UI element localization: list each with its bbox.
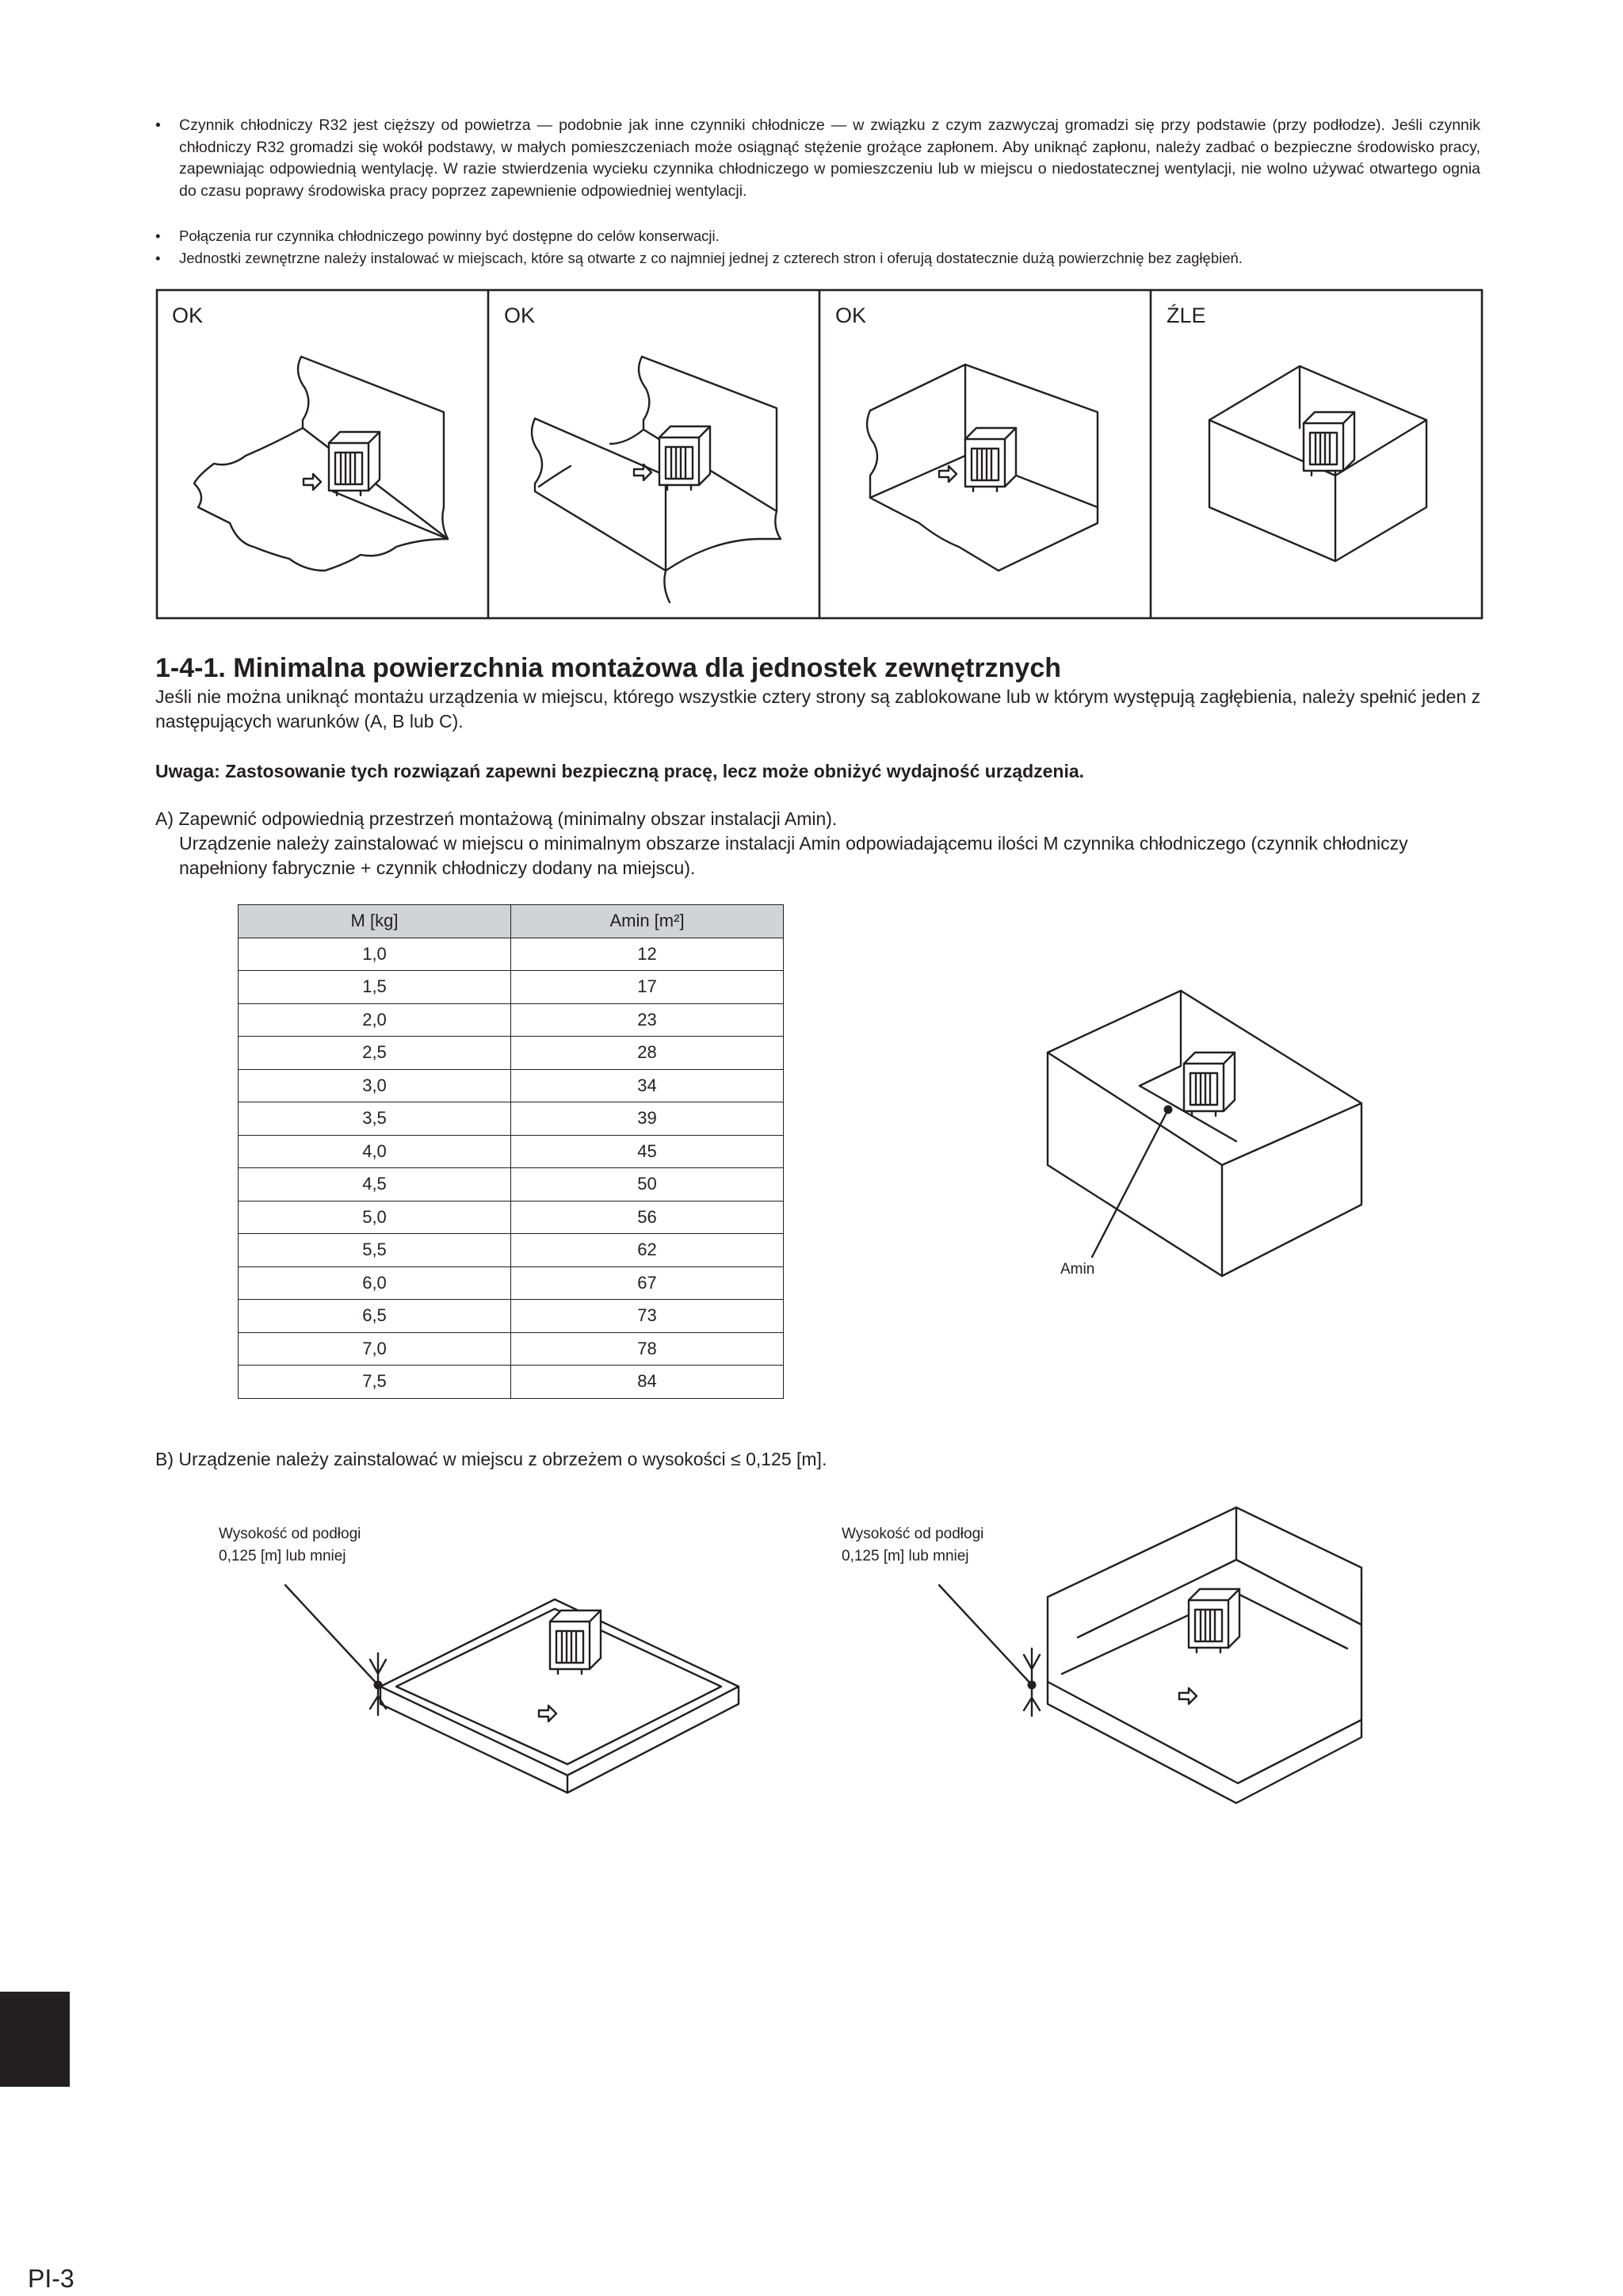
table-row: [239, 1366, 784, 1399]
table-cell-m: 3,0: [239, 1069, 511, 1102]
option-a-title: A) Zapewnić odpowiednią przestrzeń montażową (minimalny obszar instalacji Amin).: [155, 808, 838, 829]
height-label-right: [842, 1523, 983, 1568]
language-tab-marker: [0, 1992, 70, 2087]
panel-1-label: OK: [172, 304, 204, 327]
panel-2-drawing: [532, 357, 781, 602]
panel-1-drawing: [194, 357, 448, 571]
table-cell-m: 1,0: [239, 938, 511, 971]
table-row: [239, 1234, 784, 1267]
table-cell-amin: 23: [511, 1003, 784, 1037]
table-row: [239, 971, 784, 1004]
table-cell-amin: 12: [511, 938, 784, 971]
height-label-line2: 0,125 [m] lub mniej: [842, 1548, 969, 1564]
table-cell-amin: 84: [511, 1366, 784, 1399]
amin-label: Amin: [1060, 1261, 1095, 1278]
height-label-line1: Wysokość od podłogi: [842, 1526, 984, 1542]
table-row: [239, 1069, 784, 1102]
table-row: [239, 1201, 784, 1234]
table-row: [239, 1135, 784, 1168]
height-label-line1: Wysokość od podłogi: [219, 1526, 361, 1542]
table-header-row: [239, 905, 784, 938]
table-cell-m: 5,5: [239, 1234, 511, 1267]
table-cell-m: 4,5: [239, 1168, 511, 1201]
table-cell-amin: 73: [511, 1300, 784, 1333]
table-cell-m: 2,5: [239, 1037, 511, 1070]
table-cell-amin: 78: [511, 1332, 784, 1366]
panel-3-drawing: [867, 365, 1098, 571]
table-cell-m: 2,0: [239, 1003, 511, 1037]
table-cell-m: 6,5: [239, 1300, 511, 1333]
table-cell-amin: 45: [511, 1135, 784, 1168]
table-cell-amin: 62: [511, 1234, 784, 1267]
table-cell-m: 7,0: [239, 1332, 511, 1366]
page-number: PI-3: [28, 2264, 74, 2293]
table-cell-amin: 39: [511, 1102, 784, 1136]
bullet-text: Jednostki zewnętrzne należy instalować w miejscach, które są otwarte z co najmniej jednej z czterech stron i oferują dostatecznie dużą powierzchnię bez zagłębień.: [179, 250, 1243, 266]
bullet-text: Połączenia rur czynnika chłodniczego powinny być dostępne do celów konserwacji.: [179, 227, 720, 244]
table-cell-m: 3,5: [239, 1102, 511, 1136]
table-header-m: M [kg]: [239, 905, 511, 938]
section-heading: 1-4-1. Minimalna powierzchnia montażowa dla jednostek zewnętrznych: [155, 653, 1062, 683]
table-cell-amin: 34: [511, 1069, 784, 1102]
section-note: Uwaga: Zastosowanie tych rozwiązań zapewni bezpieczną pracę, lecz może obniżyć wydajność urządzenia.: [155, 761, 1085, 781]
table-row: [239, 938, 784, 971]
table-cell-amin: 67: [511, 1266, 784, 1300]
amin-drawing: [1048, 991, 1361, 1276]
bullet-text: Czynnik chłodniczy R32 jest cięższy od powietrza — podobnie jak inne czynniki chłodnicze — w związku z czym zazwyczaj gromadzi się przy podstawie (przy podłodze). Jeśli czynnik chłodniczy R32 gromadzi się wokół podstawy, w małych pomieszczeniach może osiągnąć stężenie grożące zapłonem. Aby uniknąć zapłonu, należy zadbać o bezpieczne środowisko pracy, zapewniając odpowiednią wentylację. W razie stwierdzenia wycieku czynnika chłodniczego w pomieszczeniu lub w miejscu o niedostatecznej wentylacji, nie wolno używać otwartego ognia do czasu poprawy środowiska pracy poprzez zapewnienie odpowiedniej wentylacji.: [179, 117, 1480, 200]
bullet-marker: •: [155, 117, 161, 134]
table-row: [239, 1037, 784, 1070]
table-cell-m: 1,5: [239, 971, 511, 1004]
table-cell-amin: 56: [511, 1201, 784, 1234]
amin-table: [238, 904, 784, 1399]
table-cell-amin: 50: [511, 1168, 784, 1201]
table-row: [239, 1168, 784, 1201]
table-cell-amin: 17: [511, 971, 784, 1004]
panel-4-drawing: [1209, 366, 1426, 561]
height-drawing-left: [285, 1585, 739, 1793]
table-cell-m: 6,0: [239, 1266, 511, 1300]
table-cell-m: 7,5: [239, 1366, 511, 1399]
panel-3-label: OK: [835, 304, 867, 327]
panel-4-label: ŹLE: [1167, 304, 1206, 327]
table-cell-amin: 28: [511, 1037, 784, 1070]
table-row: [239, 1332, 784, 1366]
bullet-marker: •: [155, 250, 161, 266]
table-cell-m: 4,0: [239, 1135, 511, 1168]
table-row: [239, 1300, 784, 1333]
option-a-body: Urządzenie należy zainstalować w miejscu o minimalnym obszarze instalacji Amin odpowiadającemu ilości M czynnika chłodniczego (czynnik chłodniczy napełniony fabrycznie + czynnik chłodniczy dodany na miejscu).: [179, 833, 1408, 878]
table-row: [239, 1003, 784, 1037]
height-drawing-right: [939, 1507, 1361, 1803]
section-intro: Jeśli nie można uniknąć montażu urządzenia w miejscu, którego wszystkie cztery strony są zablokowane lub w którym występują zagłębienia, należy spełnić jeden z następujących warunków (A, B lub C).: [155, 686, 1481, 732]
height-label-line2: 0,125 [m] lub mniej: [219, 1548, 346, 1564]
option-b-title: B) Urządzenie należy zainstalować w miejscu z obrzeżem o wysokości ≤ 0,125 [m].: [155, 1449, 827, 1469]
table-header-amin: Amin [m²]: [511, 905, 784, 938]
panel-2-label: OK: [504, 304, 536, 327]
table-cell-m: 5,0: [239, 1201, 511, 1234]
height-label-left: [219, 1523, 361, 1568]
table-row: [239, 1102, 784, 1136]
bullet-marker: •: [155, 227, 161, 244]
table-row: [239, 1266, 784, 1300]
